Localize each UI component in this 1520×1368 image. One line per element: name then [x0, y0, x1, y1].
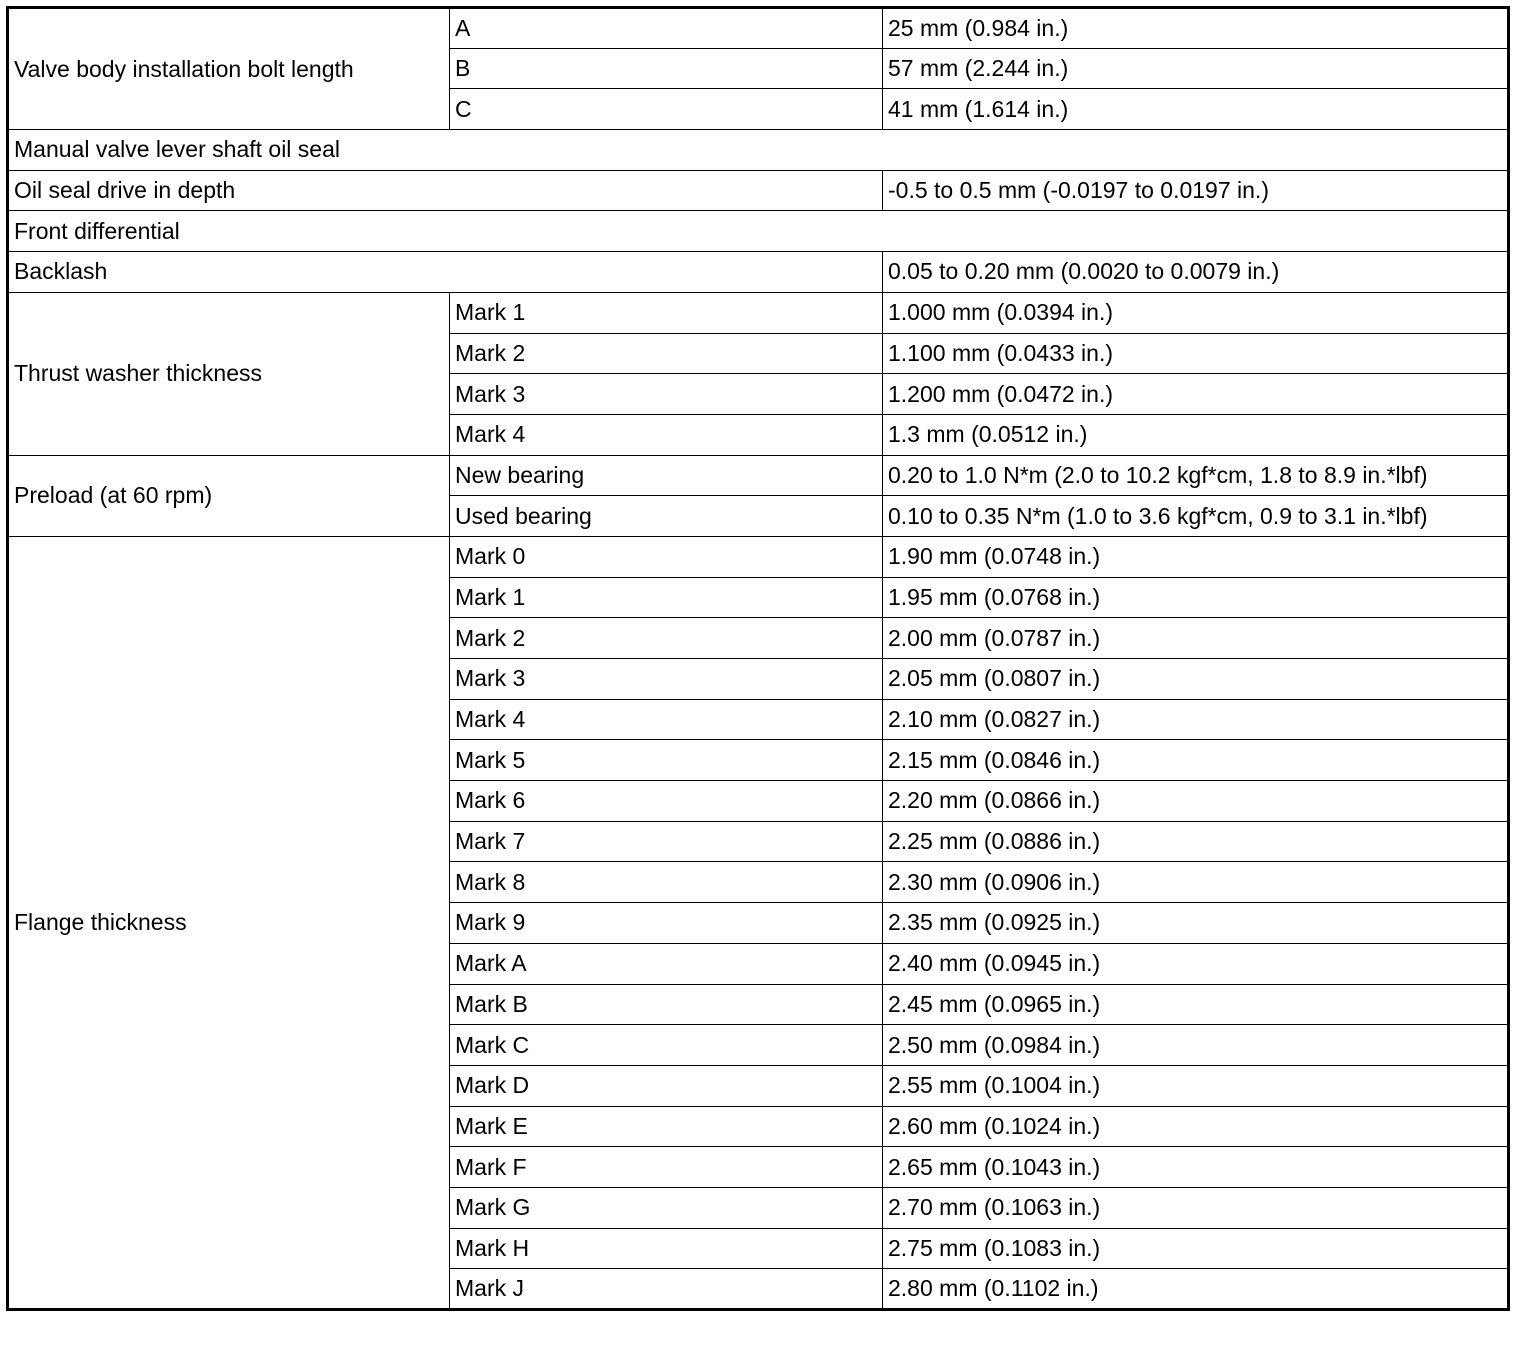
preload-bearing-type: Used bearing	[450, 496, 883, 537]
thrust-washer-value: 1.200 mm (0.0472 in.)	[883, 374, 1509, 415]
bolt-key: B	[450, 48, 883, 89]
specification-table	[6, 6, 1510, 1311]
backlash-value: 0.05 to 0.20 mm (0.0020 to 0.0079 in.)	[883, 252, 1509, 293]
flange-mark: Mark A	[450, 943, 883, 984]
thrust-washer-value: 1.100 mm (0.0433 in.)	[883, 333, 1509, 374]
section-row	[8, 211, 1509, 252]
flange-value: 2.15 mm (0.0846 in.)	[883, 740, 1509, 781]
thrust-washer-mark: Mark 2	[450, 333, 883, 374]
flange-value: 2.80 mm (0.1102 in.)	[883, 1269, 1509, 1310]
manual-valve-section-heading: Manual valve lever shaft oil seal	[8, 130, 1509, 171]
front-differential-section-heading: Front differential	[8, 211, 1509, 252]
bolt-key: C	[450, 89, 883, 130]
bolt-value: 41 mm (1.614 in.)	[883, 89, 1509, 130]
thrust-washer-value: 1.3 mm (0.0512 in.)	[883, 414, 1509, 455]
flange-thickness-label: Flange thickness	[8, 536, 450, 1309]
thrust-washer-value: 1.000 mm (0.0394 in.)	[883, 292, 1509, 333]
table-row	[8, 8, 1509, 49]
bolt-key: A	[450, 8, 883, 49]
flange-mark: Mark H	[450, 1228, 883, 1269]
flange-mark: Mark J	[450, 1269, 883, 1310]
flange-mark: Mark E	[450, 1106, 883, 1147]
thrust-washer-mark: Mark 3	[450, 374, 883, 415]
flange-mark: Mark 4	[450, 699, 883, 740]
flange-mark: Mark 3	[450, 659, 883, 700]
section-row	[8, 130, 1509, 171]
flange-mark: Mark G	[450, 1187, 883, 1228]
thrust-washer-mark: Mark 4	[450, 414, 883, 455]
flange-value: 2.45 mm (0.0965 in.)	[883, 984, 1509, 1025]
flange-mark: Mark C	[450, 1025, 883, 1066]
flange-mark: Mark F	[450, 1147, 883, 1188]
oil-seal-depth-value: -0.5 to 0.5 mm (-0.0197 to 0.0197 in.)	[883, 170, 1509, 211]
flange-value: 2.25 mm (0.0886 in.)	[883, 821, 1509, 862]
flange-value: 2.55 mm (0.1004 in.)	[883, 1065, 1509, 1106]
preload-bearing-type: New bearing	[450, 455, 883, 496]
bolt-value: 25 mm (0.984 in.)	[883, 8, 1509, 49]
flange-mark: Mark 1	[450, 577, 883, 618]
flange-value: 1.90 mm (0.0748 in.)	[883, 536, 1509, 577]
flange-value: 2.75 mm (0.1083 in.)	[883, 1228, 1509, 1269]
flange-value: 2.05 mm (0.0807 in.)	[883, 659, 1509, 700]
flange-mark: Mark 6	[450, 781, 883, 822]
thrust-washer-thickness-label: Thrust washer thickness	[8, 292, 450, 455]
preload-label: Preload (at 60 rpm)	[8, 455, 450, 536]
flange-value: 2.30 mm (0.0906 in.)	[883, 862, 1509, 903]
table-row	[8, 292, 1509, 333]
flange-value: 2.10 mm (0.0827 in.)	[883, 699, 1509, 740]
flange-value: 2.00 mm (0.0787 in.)	[883, 618, 1509, 659]
bolt-value: 57 mm (2.244 in.)	[883, 48, 1509, 89]
thrust-washer-mark: Mark 1	[450, 292, 883, 333]
table-row	[8, 252, 1509, 293]
flange-mark: Mark B	[450, 984, 883, 1025]
flange-mark: Mark 2	[450, 618, 883, 659]
flange-value: 2.20 mm (0.0866 in.)	[883, 781, 1509, 822]
table-row	[8, 455, 1509, 496]
flange-value: 2.60 mm (0.1024 in.)	[883, 1106, 1509, 1147]
flange-mark: Mark 8	[450, 862, 883, 903]
flange-value: 2.50 mm (0.0984 in.)	[883, 1025, 1509, 1066]
flange-value: 2.35 mm (0.0925 in.)	[883, 903, 1509, 944]
backlash-label: Backlash	[8, 252, 883, 293]
flange-value: 2.65 mm (0.1043 in.)	[883, 1147, 1509, 1188]
flange-mark: Mark 0	[450, 536, 883, 577]
oil-seal-depth-label: Oil seal drive in depth	[8, 170, 883, 211]
table-row	[8, 536, 1509, 577]
preload-value: 0.10 to 0.35 N*m (1.0 to 3.6 kgf*cm, 0.9 to 3.1 in.*lbf)	[883, 496, 1509, 537]
flange-mark: Mark D	[450, 1065, 883, 1106]
preload-value: 0.20 to 1.0 N*m (2.0 to 10.2 kgf*cm, 1.8 to 8.9 in.*lbf)	[883, 455, 1509, 496]
specification-table-body	[8, 8, 1509, 1310]
flange-mark: Mark 9	[450, 903, 883, 944]
flange-value: 2.70 mm (0.1063 in.)	[883, 1187, 1509, 1228]
flange-value: 1.95 mm (0.0768 in.)	[883, 577, 1509, 618]
flange-value: 2.40 mm (0.0945 in.)	[883, 943, 1509, 984]
table-row	[8, 170, 1509, 211]
valve-body-bolt-length-label: Valve body installation bolt length	[8, 8, 450, 130]
flange-mark: Mark 7	[450, 821, 883, 862]
flange-mark: Mark 5	[450, 740, 883, 781]
